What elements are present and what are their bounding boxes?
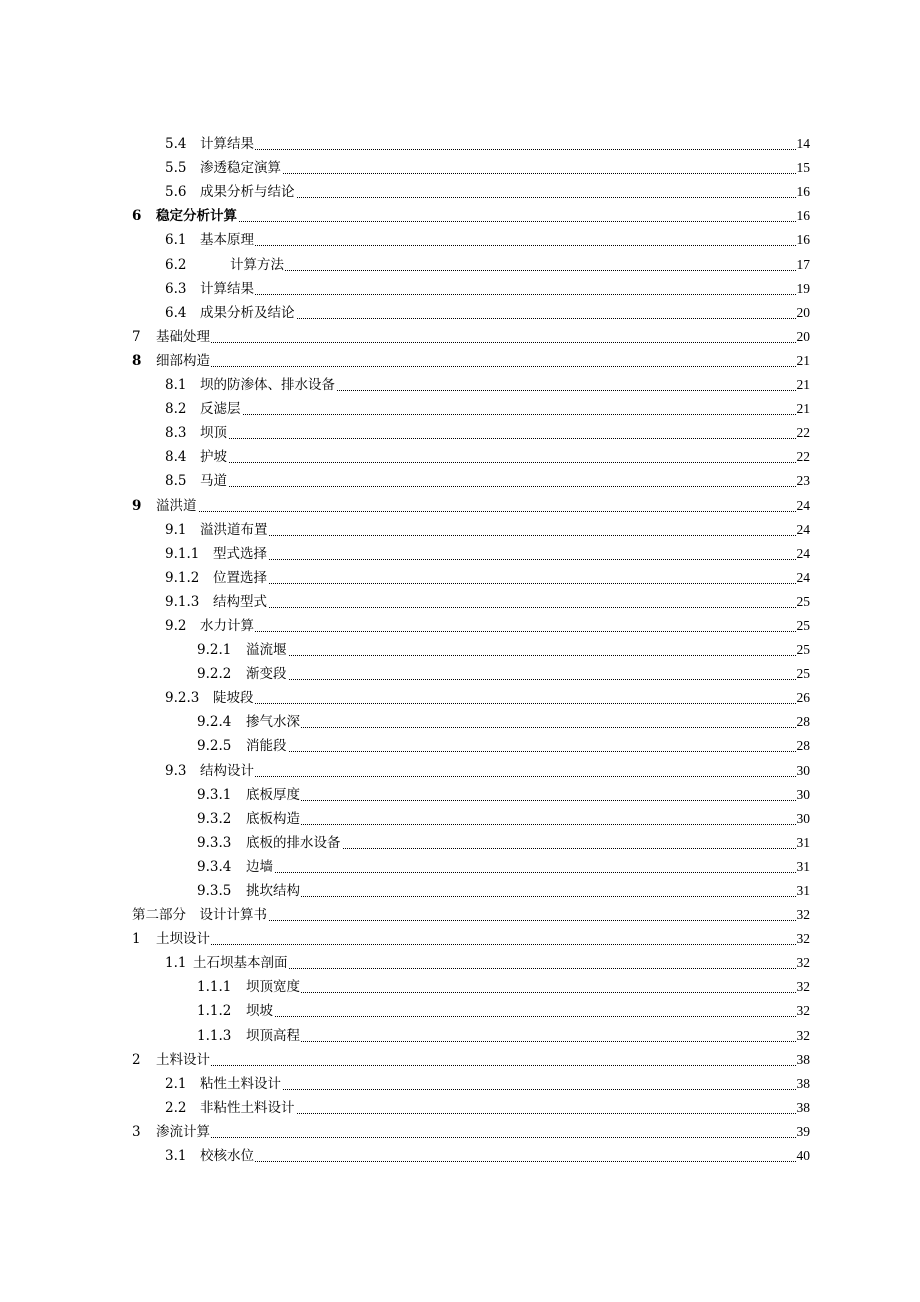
toc-entry-page: 30 [796,786,810,802]
toc-dot-leader [200,1089,810,1090]
toc-entry[interactable] [0,831,920,855]
toc-entry-number: 9.2.2 [197,666,232,683]
toc-entry[interactable] [0,879,920,903]
toc-entry-page: 24 [796,569,810,585]
toc-entry-number: 9.1.1 [165,545,200,562]
toc-dot-leader [200,294,810,295]
toc-entry-title: 边墙 [246,858,273,875]
toc-entry-number: 9.2 [165,617,187,634]
toc-entry-number: 1.1.3 [197,1027,232,1044]
toc-entry-number: 9.1 [165,521,187,538]
toc-entry-page: 24 [796,545,810,561]
toc-entry-number: 5.5 [165,160,187,177]
toc-entry-title: 基本原理 [200,232,254,249]
toc-entry-title: 坝顶 [200,425,227,442]
toc-entry-page: 24 [796,521,810,537]
toc-entry-title: 计算结果 [200,136,254,153]
toc-entry-number: 9 [132,497,142,514]
toc-entry-title: 底板厚度 [246,786,300,803]
toc-entry-number: 9.3.4 [197,858,232,875]
toc-entry[interactable] [0,710,920,734]
toc-entry[interactable] [0,493,920,517]
toc-entry-page: 32 [796,907,810,923]
toc-dot-leader [213,607,810,608]
toc-dot-leader [156,944,810,945]
toc-entry-title: 溢流堰 [246,642,287,659]
toc-dot-leader [200,438,810,439]
toc-dot-leader [200,776,810,777]
toc-entry[interactable] [0,397,920,421]
toc-entry-number: 8.5 [165,473,187,490]
toc-entry-page: 30 [796,810,810,826]
toc-entry[interactable] [0,807,920,831]
toc-entry-title: 水力计算 [200,617,254,634]
toc-entry-page: 31 [796,858,810,874]
toc-dot-leader [156,511,810,512]
toc-dot-leader [200,173,810,174]
toc-entry-title: 坝的防渗体、排水设备 [200,377,335,394]
toc-entry-number: 7 [132,328,141,345]
toc-entry[interactable] [0,445,920,469]
toc-entry-page: 32 [796,955,810,971]
toc-entry-page: 38 [796,1099,810,1115]
toc-entry[interactable] [0,180,920,204]
toc-dot-leader [246,800,810,801]
toc-entry-title: 校核水位 [200,1148,254,1165]
toc-entry-number: 8.4 [165,449,187,466]
toc-entry-title: 成果分析及结论 [200,304,295,321]
toc-entry[interactable] [0,686,920,710]
toc-entry-page: 25 [796,593,810,609]
toc-entry-title: 坝顶宽度 [246,979,300,996]
toc-entry[interactable] [0,783,920,807]
toc-dot-leader [200,486,810,487]
toc-entry-page: 32 [796,1027,810,1043]
toc-entry-page: 16 [796,232,810,248]
toc-dot-leader [230,270,810,271]
toc-entry-title: 结构设计 [200,762,254,779]
toc-entry[interactable] [0,228,920,252]
toc-entry-title: 土石坝基本剖面 [193,955,288,972]
toc-entry-title: 挑坎结构 [246,883,300,899]
toc-dot-leader [200,149,810,150]
toc-entry-page: 40 [796,1148,810,1164]
toc-entry-page: 14 [796,136,810,152]
toc-dot-leader [156,221,810,222]
toc-entry-number: 5.6 [165,184,187,201]
toc-entry-title: 底板的排水设备 [246,834,341,851]
toc-entry-page: 22 [796,449,810,465]
toc-dot-leader [200,462,810,463]
toc-dot-leader [246,896,810,897]
toc-entry-number: 1 [132,931,141,948]
toc-dot-leader [156,1065,810,1066]
toc-entry-title: 非粘性土料设计 [200,1099,295,1116]
toc-dot-leader [200,1161,810,1162]
toc-entry[interactable] [0,1096,920,1120]
toc-entry[interactable] [0,421,920,445]
toc-entry-number: 8.2 [165,401,187,418]
toc-entry[interactable] [0,349,920,373]
toc-entry-title: 反滤层 [200,401,241,418]
toc-entry-title: 稳定分析计算 [156,208,237,225]
table-of-contents [0,132,920,1168]
toc-entry-title: 坝顶高程 [246,1027,300,1044]
toc-entry-number: 6.2 [165,256,187,273]
toc-dot-leader [246,1016,810,1017]
toc-dot-leader [200,414,810,415]
toc-entry-page: 39 [796,1123,810,1139]
toc-entry-number: 1.1.1 [197,979,232,996]
toc-entry-page: 38 [796,1051,810,1067]
toc-entry-page: 26 [796,690,810,706]
toc-entry-number: 8.3 [165,425,187,442]
toc-entry-title: 陡坡段 [213,690,254,707]
toc-entry-title: 粘性土料设计 [200,1075,281,1092]
toc-entry-page: 32 [796,931,810,947]
toc-entry[interactable] [0,951,920,975]
toc-entry[interactable] [0,758,920,782]
toc-entry-title: 掺气水深 [246,714,300,731]
toc-entry-number: 9.3.2 [197,810,232,827]
toc-entry[interactable] [0,277,920,301]
toc-entry-number: 9.3.1 [197,786,232,803]
toc-entry[interactable] [0,1048,920,1072]
toc-entry-page: 32 [796,979,810,995]
toc-entry-title: 渐变段 [246,666,287,683]
toc-entry-title: 护坡 [200,449,227,466]
toc-dot-leader [246,751,810,752]
toc-entry[interactable] [0,590,920,614]
toc-dot-leader [246,679,810,680]
toc-dot-leader [246,655,810,656]
toc-entry-page: 15 [796,160,810,176]
toc-entry-title: 第二部分 设计计算书 [132,907,267,924]
toc-entry[interactable] [0,325,920,349]
toc-entry-title: 细部构造 [156,352,210,369]
toc-dot-leader [213,583,810,584]
toc-entry[interactable] [0,975,920,999]
toc-entry-number: 9.3 [165,762,187,779]
toc-entry-page: 32 [796,1003,810,1019]
toc-entry-page: 20 [796,328,810,344]
toc-entry-page: 25 [796,617,810,633]
toc-entry-number: 9.3.5 [197,883,232,899]
toc-entry-title: 底板构造 [246,810,300,827]
toc-entry-number: 9.2.5 [197,738,232,755]
toc-entry-page: 17 [796,256,810,272]
toc-entry-number: 6 [132,208,142,225]
toc-entry-page: 25 [796,666,810,682]
toc-entry[interactable] [0,301,920,325]
toc-entry[interactable] [0,614,920,638]
toc-entry[interactable] [0,1072,920,1096]
toc-dot-leader [246,872,810,873]
toc-entry-title: 溢洪道 [156,497,197,514]
toc-dot-leader [200,631,810,632]
toc-entry[interactable] [0,252,920,276]
toc-entry-number: 2 [132,1051,141,1068]
toc-dot-leader [156,342,810,343]
toc-dot-leader [213,559,810,560]
toc-entry-page: 21 [796,377,810,393]
toc-entry-page: 16 [796,208,810,224]
toc-entry-title: 溢洪道布置 [200,521,268,538]
toc-entry[interactable] [0,156,920,180]
toc-entry-number: 9.2.1 [197,642,232,659]
toc-entry-title: 坝坡 [246,1003,273,1020]
toc-entry-number: 9.1.3 [165,593,200,610]
toc-entry-page: 25 [796,642,810,658]
toc-entry-title: 计算方法 [230,256,284,273]
toc-entry-number: 9.1.2 [165,569,200,586]
toc-dot-leader [246,1041,810,1042]
toc-entry-number: 3.1 [165,1148,187,1165]
toc-entry-number: 3 [132,1123,141,1140]
toc-entry[interactable] [0,542,920,566]
toc-entry[interactable] [0,734,920,758]
toc-entry[interactable] [0,373,920,397]
toc-entry-title: 位置选择 [213,569,267,586]
toc-entry-number: 2.1 [165,1075,187,1092]
toc-entry-number: 1.1.2 [197,1003,232,1020]
toc-entry[interactable] [0,855,920,879]
toc-entry-number: 6.1 [165,232,187,249]
toc-entry-number: 6.4 [165,304,187,321]
toc-entry-page: 30 [796,762,810,778]
toc-entry-title: 渗透稳定演算 [200,160,281,177]
toc-entry[interactable] [0,1120,920,1144]
toc-entry-title: 马道 [200,473,227,490]
toc-entry-number: 9.2.4 [197,714,232,731]
toc-dot-leader [200,245,810,246]
toc-entry-page: 24 [796,497,810,513]
toc-dot-leader [246,727,810,728]
toc-entry-page: 16 [796,184,810,200]
toc-entry-number: 8 [132,352,142,369]
toc-entry-page: 31 [796,834,810,850]
toc-entry-title: 计算结果 [200,280,254,297]
toc-entry[interactable] [0,927,920,951]
toc-entry[interactable] [0,1144,920,1168]
toc-entry-number: 2.2 [165,1099,187,1116]
toc-dot-leader [246,824,810,825]
toc-entry[interactable] [0,518,920,542]
toc-entry-page: 28 [796,738,810,754]
toc-entry[interactable] [0,638,920,662]
toc-entry[interactable] [0,469,920,493]
toc-entry[interactable] [0,566,920,590]
toc-entry[interactable] [0,1023,920,1047]
toc-dot-leader [213,703,810,704]
toc-entry-page: 19 [796,280,810,296]
toc-entry-title: 消能段 [246,738,287,755]
toc-entry[interactable] [0,132,920,156]
toc-entry-number: 5.4 [165,136,187,153]
toc-dot-leader [156,366,810,367]
toc-entry-title: 基础处理 [156,328,210,345]
toc-entry-number: 9.2.3 [165,690,200,707]
toc-entry-title: 结构型式 [213,593,267,610]
toc-entry-title: 土坝设计 [156,931,210,948]
toc-entry-number: 8.1 [165,377,187,394]
toc-entry-page: 21 [796,401,810,417]
toc-entry-page: 31 [796,883,810,898]
toc-entry-number: 6.3 [165,280,187,297]
toc-entry[interactable] [0,999,920,1023]
toc-entry-page: 38 [796,1075,810,1091]
toc-entry-page: 20 [796,304,810,320]
toc-dot-leader [156,1137,810,1138]
toc-entry-page: 22 [796,425,810,441]
toc-dot-leader [246,992,810,993]
toc-entry-number: 9.3.3 [197,834,232,851]
toc-entry-title: 成果分析与结论 [200,184,295,201]
toc-entry[interactable] [0,903,920,927]
toc-entry[interactable] [0,662,920,686]
toc-entry-title: 渗流计算 [156,1123,210,1140]
toc-entry-page: 21 [796,352,810,368]
toc-entry-title: 型式选择 [213,545,267,562]
toc-entry-page: 23 [796,473,810,489]
toc-entry-page: 28 [796,714,810,730]
toc-dot-leader [200,535,810,536]
toc-entry[interactable] [0,204,920,228]
toc-entry-number: 1.1 [165,955,187,972]
toc-entry-title: 土料设计 [156,1051,210,1068]
